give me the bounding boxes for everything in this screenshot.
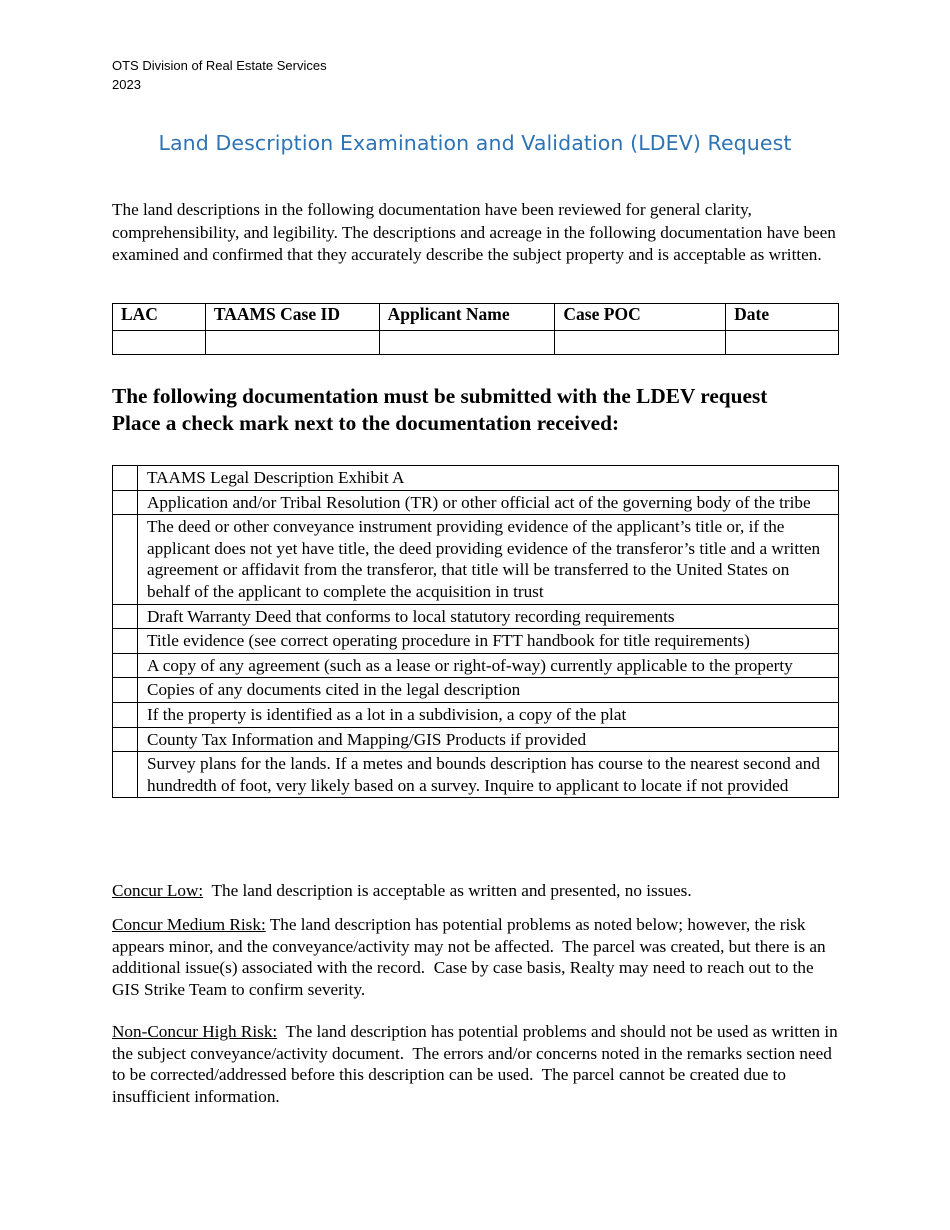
column-header-lac: LAC [113, 304, 206, 331]
column-header-case-poc: Case POC [555, 304, 726, 331]
checklist-row [113, 490, 839, 515]
applicant-name-entry-cell[interactable] [379, 331, 555, 355]
taams-case-id-entry-cell[interactable] [205, 331, 379, 355]
header-year: 2023 [112, 77, 141, 92]
risk-non-concur-high [112, 1021, 842, 1107]
risk-concur-medium [112, 914, 842, 1000]
risk-description: The land description has potential problems as noted below; however, the risk appears minor, and the conveyance/activity may not be affected. The parcel was created, but there is an additional issue(s) associated with the record. Case by case basis, Realty may need to reach out to the GIS Strike Team to confirm severity. [112, 915, 830, 999]
check-box-cell[interactable] [113, 678, 138, 703]
column-header-date: Date [726, 304, 839, 331]
documentation-checklist [112, 465, 839, 798]
checklist-item: Survey plans for the lands. If a metes and bounds description has course to the nearest second and hundredth of foot, very likely based on a survey. Inquire to applicant to locate if not provided [138, 752, 839, 798]
risk-description: The land description is acceptable as written and presented, no issues. [203, 881, 692, 900]
case-info-entry-row [113, 331, 839, 355]
case-info-header-row [113, 304, 839, 331]
page-header [112, 56, 327, 94]
checklist-item: The deed or other conveyance instrument providing evidence of the applicant’s title or, if the applicant does not yet have title, the deed providing evidence of the transferor’s title and a written agreement or affidavit from the transferor, that title will be transferred to the United States on behalf of the applicant to complete the acquisition in trust [138, 515, 839, 604]
checklist-row [113, 653, 839, 678]
checklist-row [113, 678, 839, 703]
requirements-line-2: Place a check mark next to the documentation received: [112, 411, 620, 435]
checklist-row [113, 629, 839, 654]
check-box-cell[interactable] [113, 604, 138, 629]
checklist-item: TAAMS Legal Description Exhibit A [138, 466, 839, 491]
checklist-row [113, 752, 839, 798]
risk-concur-low [112, 880, 842, 902]
check-box-cell[interactable] [113, 727, 138, 752]
check-box-cell[interactable] [113, 466, 138, 491]
risk-label: Concur Medium Risk: [112, 915, 266, 934]
date-entry-cell[interactable] [726, 331, 839, 355]
checklist-row [113, 727, 839, 752]
risk-description: The land description has potential problems and should not be used as written in the subject conveyance/activity document. The errors and/or concerns noted in the remarks section need to be corrected/addressed before this description can be used. The parcel cannot be created due to insufficient information. [112, 1022, 843, 1106]
checklist-row [113, 515, 839, 604]
header-org: OTS Division of Real Estate Services [112, 58, 327, 73]
checklist-item: Application and/or Tribal Resolution (TR) or other official act of the governing body of the tribe [138, 490, 839, 515]
intro-paragraph: The land descriptions in the following documentation have been reviewed for general clarity, comprehensibility, and legibility. The descriptions and acreage in the following documentation have been examined and confirmed that they accurately describe the subject property and is acceptable as written. [112, 200, 836, 265]
risk-label: Non-Concur High Risk: [112, 1022, 278, 1041]
checklist-item: A copy of any agreement (such as a lease or right-of-way) currently applicable to the property [138, 653, 839, 678]
checklist-item: Title evidence (see correct operating procedure in FTT handbook for title requirements) [138, 629, 839, 654]
risk-label: Concur Low: [112, 881, 204, 900]
column-header-taams-case-id: TAAMS Case ID [205, 304, 379, 331]
check-box-cell[interactable] [113, 515, 138, 604]
check-box-cell[interactable] [113, 702, 138, 727]
checklist-item: Copies of any documents cited in the legal description [138, 678, 839, 703]
checklist-row [113, 604, 839, 629]
case-poc-entry-cell[interactable] [555, 331, 726, 355]
checklist-item: County Tax Information and Mapping/GIS Products if provided [138, 727, 839, 752]
check-box-cell[interactable] [113, 653, 138, 678]
checklist-row [113, 466, 839, 491]
checklist-item: Draft Warranty Deed that conforms to local statutory recording requirements [138, 604, 839, 629]
column-header-applicant-name: Applicant Name [379, 304, 555, 331]
requirements-heading [112, 383, 767, 437]
lac-entry-cell[interactable] [113, 331, 206, 355]
case-info-table [112, 303, 839, 355]
document-title: Land Description Examination and Validation (LDEV) Request [158, 131, 792, 155]
checklist-row [113, 702, 839, 727]
requirements-line-1: The following documentation must be submitted with the LDEV request [112, 384, 768, 408]
check-box-cell[interactable] [113, 629, 138, 654]
check-box-cell[interactable] [113, 490, 138, 515]
checklist-item: If the property is identified as a lot in a subdivision, a copy of the plat [138, 702, 839, 727]
check-box-cell[interactable] [113, 752, 138, 798]
